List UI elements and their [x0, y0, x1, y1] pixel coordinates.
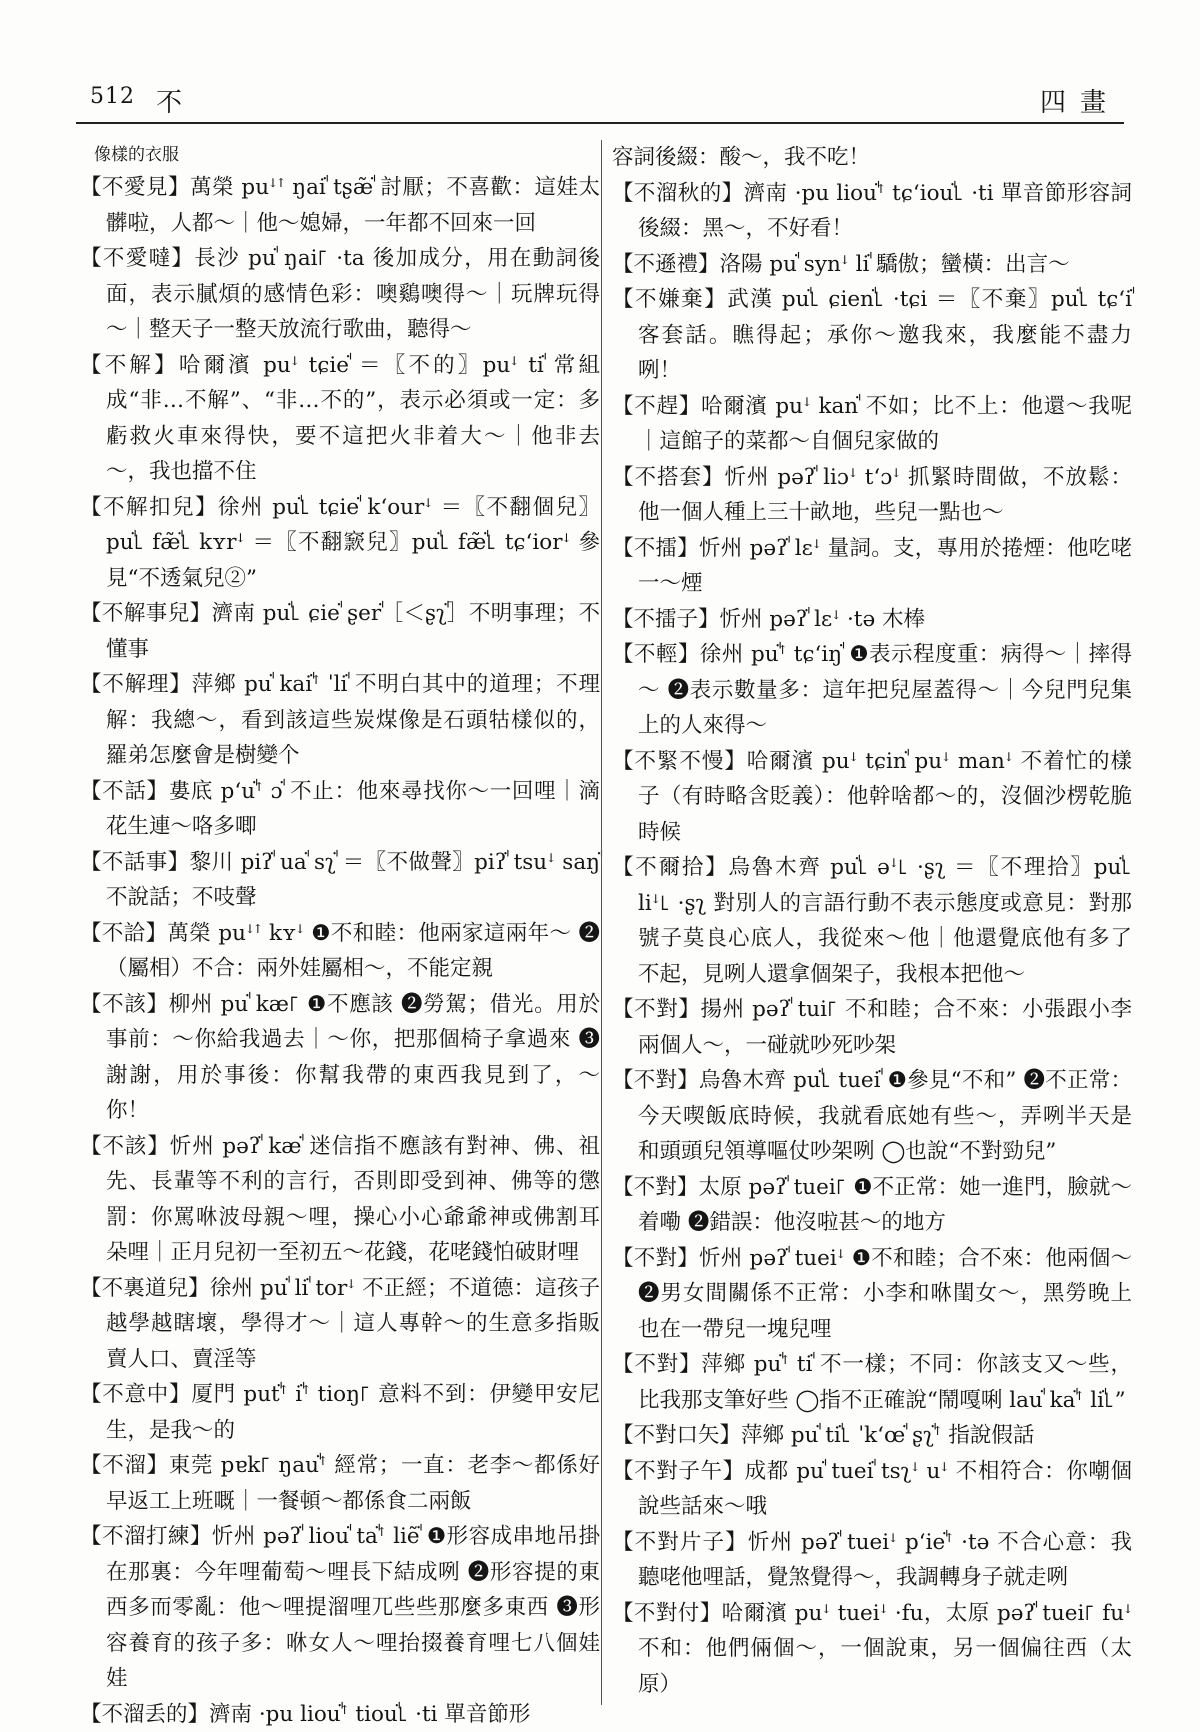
dictionary-entry: 【不對口矢】萍鄉 puꜗ tiꜗ꜖ ˈkʻœꜗ ʂʅꜗꜛ 指說假話	[612, 1418, 1132, 1454]
dictionary-entry: 【不對】忻州 pəʔꜗ tueiꜜ ❶不和睦；合不來：他兩個～ ❷男女間關係不正常：小李和咻閨女～，黑勞晚上也在一帶兒一塊兒哩	[612, 1241, 1132, 1348]
head-character: 不	[156, 82, 182, 119]
dictionary-entry: 【不愛見】萬榮 puꜜꜛ ŋaiꜗ tʂæ̃ꜗ 討厭；不喜歡：這娃太髒啦，人都～｜他～媳婦，一年都不回來一回	[80, 170, 600, 241]
dictionary-entry: 【不該】忻州 pəʔꜗ kæꜗ 迷信指不應該有對神、佛、祖先、長輩等不利的言行，否則即受到神、佛等的懲罰：你罵咻波母親～哩，操心小心爺爺神或佛割耳朵哩｜正月兒初一至初五～花錢，花咾錢怕破財哩	[80, 1129, 600, 1271]
dictionary-entry: 【不愛噠】長沙 puꜗ ŋai꜒ ·ta 後加成分，用在動詞後面，表示膩煩的感情色彩：噢鷄噢得～｜玩牌玩得～｜整天子一整天放流行歌曲，聽得～	[80, 241, 600, 348]
dictionary-entry: 【不對】萍鄉 puꜗꜛ tiꜗ 不一樣；不同：你該支又～些，比我那支筆好些 ◯指不正確說“鬧嘎唎 lauꜗ kaꜗꜛ liꜗ꜖”	[612, 1347, 1132, 1418]
left-column	[80, 140, 600, 1732]
dictionary-entry: 【不意中】厦門 putꜗꜛ iꜗꜛ tioŋ꜒ 意料不到：伊變甲安尼生，是我～的	[80, 1377, 600, 1448]
dictionary-entry: 【不詥】萬榮 puꜜꜛ kʏꜜ ❶不和睦：他兩家這兩年～ ❷（屬相）不合：兩外娃屬相～，不能定親	[80, 916, 600, 987]
dictionary-entry: 【不趕】哈爾濱 puꜜ kanꜗ 不如；比不上：他還～我呢｜這館子的菜都～自個兒家做的	[612, 389, 1132, 460]
dictionary-entry: 【不溜丢的】濟南 ·pu liouꜗꜛ tiouꜗ꜖ ·ti 單音節形	[80, 1697, 600, 1732]
dictionary-entry: 【不擂子】忻州 pəʔꜗ lɛꜜ ·tə 木棒	[612, 602, 1132, 638]
page-header	[76, 82, 1124, 124]
dictionary-entry: 【不擂】忻州 pəʔꜗ lɛꜜ 量詞。支，專用於捲煙：他吃咾一～煙	[612, 531, 1132, 602]
dictionary-entry: 【不話事】黎川 piʔꜗ uaꜗ sʅꜗ ＝〖不做聲〗piʔꜗ tsuꜜ saŋꜗ 不說話；不吱聲	[80, 845, 600, 916]
dictionary-entry: 【不解扣兒】徐州 puꜗ꜖ tɕieꜗ kʻourꜜ ＝〖不翻個兒〗puꜗ꜖ fæ̃ꜗ꜖ kʏrꜜ ＝〖不翻窾兒〗puꜗ꜖ fæ̃ꜗ꜖ tɕʻiorꜜ 參見“不透氣兒②”	[80, 490, 600, 597]
dictionary-entry: 【不解理】萍鄉 puꜗ kaiꜗꜛ ˈliꜗ 不明白其中的道理；不理解：我總～，看到該這些炭煤像是石頭牯樣似的，羅弟怎麼會是樹變个	[80, 667, 600, 774]
dictionary-entry: 【不爾拾】烏魯木齊 puꜗ꜖ əꜜ꜖ ·ʂʅ ＝〖不理拾〗puꜗ꜖ liꜜ꜖ ·ʂʅ 對別人的言語行動不表示態度或意見：對那號子莫良心底人，我從來～他｜他還覺底他有多了不起，見咧人還拿個架子，我根本把他～	[612, 850, 1132, 992]
dictionary-entry: 【不溜秋的】濟南 ·pu liouꜗꜛ tɕʻiouꜗ꜖ ·ti 單音節形容詞後綴：黑～，不好看！	[612, 176, 1132, 247]
dictionary-entry: 【不對】揚州 pəʔꜗ tui꜒ 不和睦；合不來：小張跟小李兩個人～，一碰就吵死吵架	[612, 992, 1132, 1063]
dictionary-entry: 【不嫌棄】武漢 puꜗ꜖ ɕienꜗ꜖ ·tɕi ＝〖不棄〗puꜗ꜖ tɕʻiꜗ 客套話。瞧得起；承你～邀我來，我麼能不盡力咧！	[612, 282, 1132, 389]
section-label: 四畫	[1040, 82, 1120, 119]
dictionary-entry: 【不溜打練】忻州 pəʔꜗ liouꜗ taꜗꜛ liẽꜗ ❶形容成串地吊掛在那裏：今年哩葡萄～哩長下結成咧 ❷形容提的東西多而零亂：他～哩提溜哩兀些些那麼多東西 ❸形容養育的孩子多：咻女人～哩抬掇養育哩七八個娃娃	[80, 1519, 600, 1697]
dictionary-entry: 【不該】柳州 puꜗ kæ꜒ ❶不應該 ❷勞駕；借光。用於事前：～你給我過去｜～你，把那個椅子拿過來 ❸謝謝，用於事後：你幫我帶的東西我見到了，～你！	[80, 987, 600, 1129]
left-entries	[80, 170, 600, 1732]
dictionary-entry: 【不話】婁底 pʻuꜗꜛ ɔꜗ 不止：他來尋找你～一回哩｜滴花生連～咯多唧	[80, 774, 600, 845]
right-entries	[612, 140, 1132, 1702]
dictionary-entry: 【不溜】東莞 pɐk꜒ ŋauꜗꜛ 經常；一直：老李～都係好早返工上班嘅｜一餐頓～都係食二兩飯	[80, 1448, 600, 1519]
dictionary-entry: 【不解事兒】濟南 puꜗ꜖ ɕieꜗ ʂerꜗ［＜ʂʅꜗ］不明事理；不懂事	[80, 596, 600, 667]
page-number: 512	[90, 84, 135, 109]
dictionary-entry: 【不對片子】忻州 pəʔꜗ tueiꜜ pʻieꜗꜛ ·tə 不合心意：我聽咾他哩話，覺煞覺得～，我調轉身子就走咧	[612, 1525, 1132, 1596]
dictionary-entry: 【不輕】徐州 puꜗꜛ tɕʻiŋꜗ ❶表示程度重：病得～｜摔得～ ❷表示數量多：這年把兒屋蓋得～｜今兒門兒集上的人來得～	[612, 637, 1132, 744]
dictionary-entry: 【不解】哈爾濱 puꜜ tɕieꜗ ＝〖不的〗puꜜ tiꜗ 常組成“非…不解”、“非…不的”，表示必須或一定：多虧救火車來得快，要不這把火非着大～｜他非去～，我也擋不住	[80, 348, 600, 490]
dictionary-entry: 【不裏道兒】徐州 puꜗ liꜗ torꜜ 不正經；不道德：這孩子越學越瞎壞，學得才～｜這人專幹～的生意多指販賣人口、賣淫等	[80, 1271, 600, 1378]
dictionary-entry: 【不遜禮】洛陽 puꜗ synꜜ liꜗ 驕傲；蠻橫：出言～	[612, 247, 1132, 283]
dictionary-entry: 【不對付】哈爾濱 puꜜ tueiꜜ ·fu，太原 pəʔꜗ tuei꜒ fuꜜ 不和：他們倆個～，一個說東，另一個偏往西（太原）	[612, 1596, 1132, 1703]
dictionary-entry: 【不對】烏魯木齊 puꜗ꜖ tueiꜗ ❶參見“不和” ❷不正常：今天喫飯底時候，我就看底她有些～，弄咧半天是和頭頭兒領導嘔仗吵架咧 ◯也說“不對勁兒”	[612, 1063, 1132, 1170]
column-divider	[601, 140, 602, 1705]
dictionary-entry: 【不緊不慢】哈爾濱 puꜜ tɕinꜗ puꜜ manꜜ 不着忙的樣子（有時略含貶義）：他幹啥都～的，沒個沙楞乾脆時候	[612, 744, 1132, 851]
right-column	[612, 140, 1132, 1702]
continuation-text: 像樣的衣服	[80, 140, 600, 170]
dictionary-entry: 【不搭套】忻州 pəʔꜗ liɔꜜ tʻɔꜜ 抓緊時間做，不放鬆：他一個人種上三十畝地，些兒一點也～	[612, 460, 1132, 531]
dictionary-entry: 【不對】太原 pəʔꜗ tuei꜒ ❶不正常：她一進門，臉就～着嘞 ❷錯誤：他沒啦甚～的地方	[612, 1170, 1132, 1241]
dictionary-entry: 【不對子午】成都 puꜗ tueiꜗ tsʅꜜ uꜜ 不相符合：你嘲個說些話來～哦	[612, 1454, 1132, 1525]
dictionary-entry: 容詞後綴：酸～，我不吃！	[612, 140, 1132, 176]
